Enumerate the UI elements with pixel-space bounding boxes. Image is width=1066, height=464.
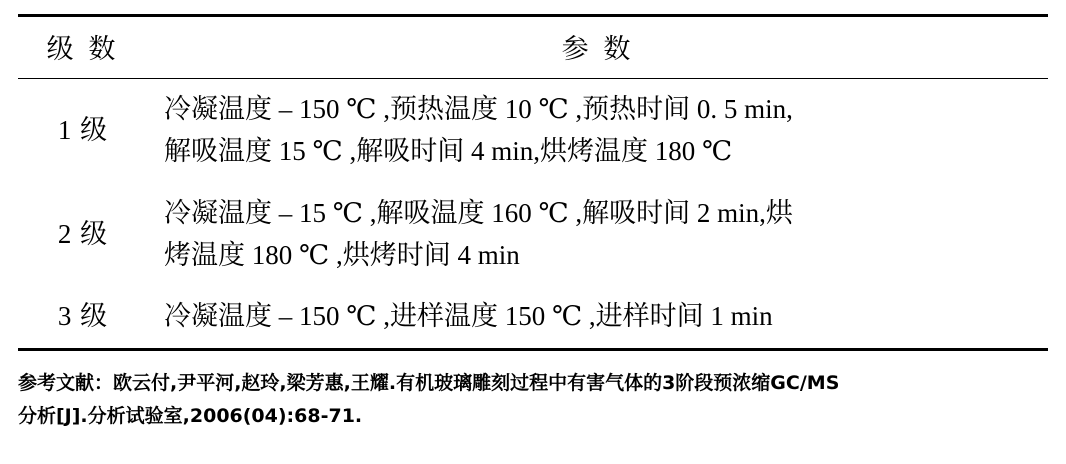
table-header-row bbox=[18, 16, 1048, 79]
param-line: 冷凝温度 – 150 ℃ ,进样温度 150 ℃ ,进样时间 1 min bbox=[164, 301, 773, 332]
table-body bbox=[18, 79, 1048, 350]
cell-parameters bbox=[148, 183, 1048, 287]
cell-level: 2 级 bbox=[57, 218, 109, 249]
column-header-level: 级 数 bbox=[18, 16, 148, 79]
table-row bbox=[18, 286, 1048, 349]
cell-level: 1 级 bbox=[57, 114, 109, 145]
column-header-param: 参 数 bbox=[148, 16, 1048, 79]
reference-block bbox=[18, 367, 1048, 432]
reference-line: 参考文献：欧云付,尹平河,赵玲,梁芳惠,王耀.有机玻璃雕刻过程中有害气体的3阶段预浓缩GC/MS bbox=[18, 372, 840, 395]
cell-parameters bbox=[148, 79, 1048, 183]
param-line: 解吸温度 15 ℃ ,解吸时间 4 min,烘烤温度 180 ℃ bbox=[164, 135, 733, 166]
table-row bbox=[18, 79, 1048, 183]
param-line: 冷凝温度 – 15 ℃ ,解吸温度 160 ℃ ,解吸时间 2 min,烘 bbox=[164, 197, 793, 228]
param-line: 烤温度 180 ℃ ,烘烤时间 4 min bbox=[164, 239, 520, 270]
cell-level: 3 级 bbox=[18, 286, 148, 349]
table-header bbox=[18, 16, 1048, 79]
table-row bbox=[18, 183, 1048, 287]
cell-parameters bbox=[148, 286, 1048, 349]
reference-line: 分析[J].分析试验室,2006(04):68-71. bbox=[18, 404, 363, 427]
parameters-table bbox=[18, 14, 1048, 351]
document-page bbox=[0, 14, 1066, 464]
param-line: 冷凝温度 – 150 ℃ ,预热温度 10 ℃ ,预热时间 0. 5 min, bbox=[164, 94, 793, 124]
